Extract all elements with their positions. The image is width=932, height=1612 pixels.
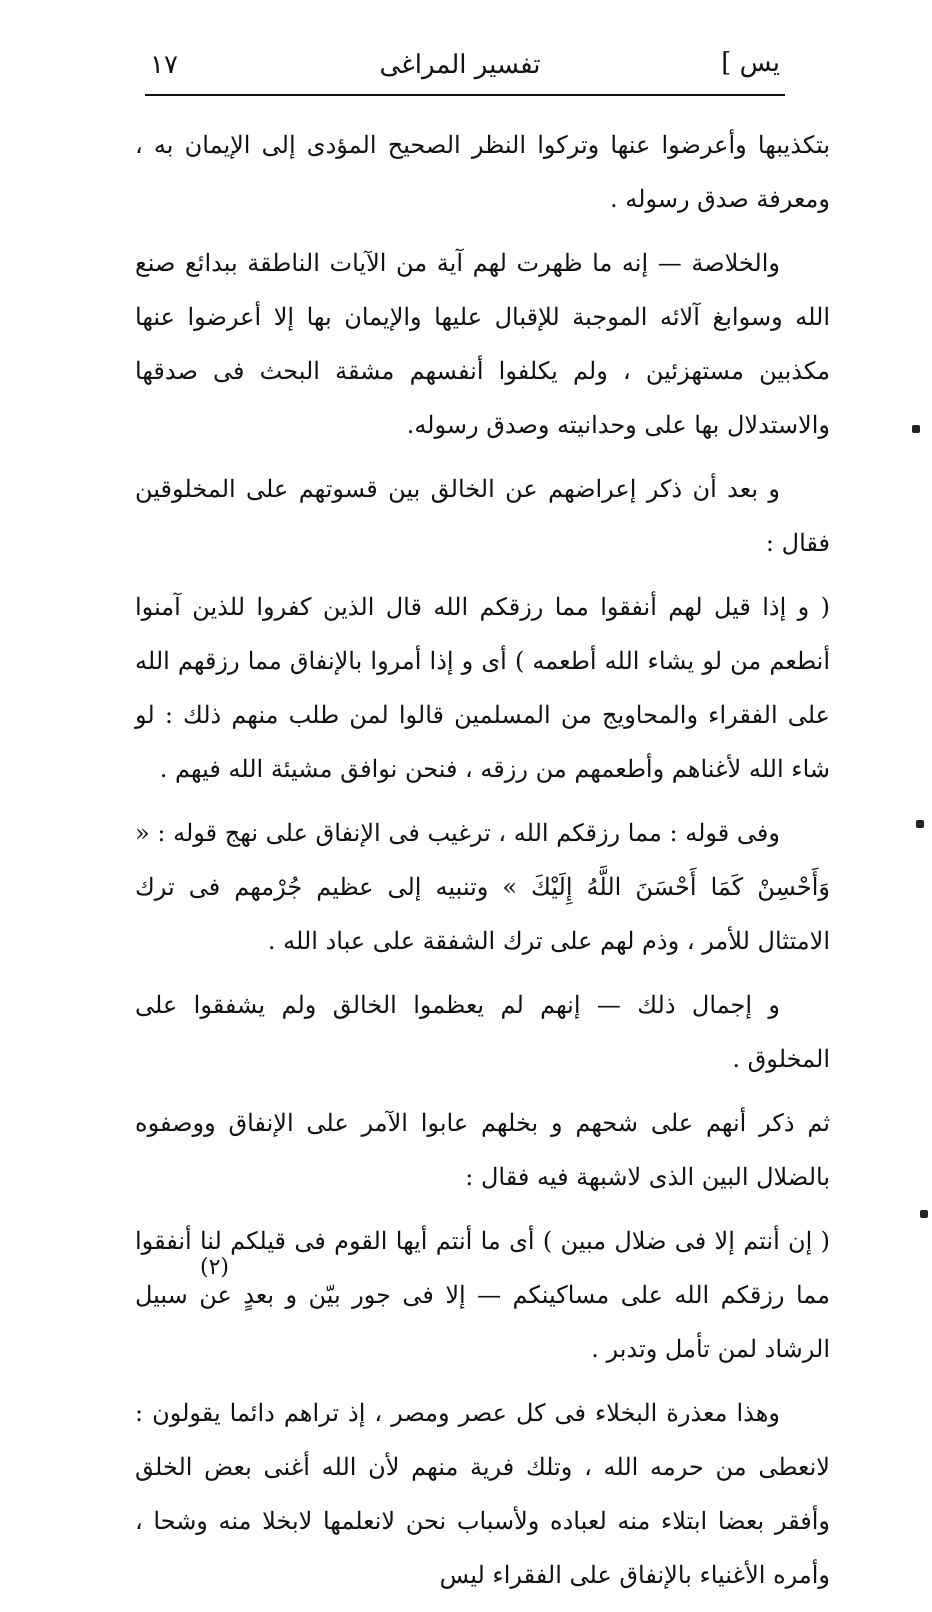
page-header: [140, 48, 780, 88]
paragraph: والخلاصة — إنه ما ظهرت لهم آية من الآيات الناطقة ببدائع صنع الله وسوابغ آلائه الموجبة للإقبال عليها والإيمان بها إلا أعرضوا عنها مكذبين مستهزئين ، ولم يكلفوا أنفسهم مشقة البحث فى صدقها والاستدلال بها على وحدانيته وصدق رسوله.: [135, 249, 830, 439]
paragraph: بتكذيبها وأعرضوا عنها وتركوا النظر الصحيح المؤدى إلى الإيمان به ، ومعرفة صدق رسوله .: [135, 131, 830, 213]
header-rule: [145, 94, 785, 96]
scan-margin-mark: [912, 425, 920, 433]
paragraph: ثم ذكر أنهم على شحهم و بخلهم عابوا الآمر على الإنفاق ووصفوه بالضلال البين الذى لاشبهة فيه فقال :: [135, 1109, 830, 1191]
scan-margin-mark: [916, 820, 924, 828]
paragraph: و بعد أن ذكر إعراضهم عن الخالق بين قسوتهم على المخلوقين فقال :: [135, 475, 830, 557]
paragraph: وهذا معذرة البخلاء فى كل عصر ومصر ، إذ تراهم دائما يقولون : لانعطى من حرمه الله ، وتلك فرية منهم لأن الله أغنى بعض الخلق وأفقر بعضا ابتلاء منه لعباده ولأسباب نحن لانعلمها لابخلا منه وشحا ، وأمره الأغنياء بالإنفاق على الفقراء ليس: [135, 1399, 830, 1589]
surah-name: يس ]: [721, 48, 780, 78]
paragraph: و إجمال ذلك — إنهم لم يعظموا الخالق ولم يشفقوا على المخلوق .: [135, 991, 830, 1073]
page-number: ١٧: [150, 50, 178, 80]
paragraph: ( إن أنتم إلا فى ضلال مبين ) أى ما أنتم أيها القوم فى قيلكم لنا أنفقوا مما رزقكم الله على مساكينكم — إلا فى جور بيّن و بعدٍ عن سبيل الرشاد لمن تأمل وتدبر .: [135, 1227, 830, 1363]
signature-mark: (٢): [200, 1255, 230, 1280]
paragraph: ( و إذا قيل لهم أنفقوا مما رزقكم الله قال الذين كفروا للذين آمنوا أنطعم من لو يشاء الله أطعمه ) أى و إذا أمروا بالإنفاق مما رزقهم الله على الفقراء والمحاويج من المسلمين قالوا لمن طلب منهم ذلك : لو شاء الله لأغناهم وأطعمهم من رزقه ، فنحن نوافق مشيئة الله فيهم .: [135, 593, 830, 783]
page-body: [135, 118, 830, 1612]
paragraph: وفى قوله : مما رزقكم الله ، ترغيب فى الإنفاق على نهج قوله : « وَأَحْسِنْ كَمَا أَحْسَنَ اللَّهُ إِلَيْكَ » وتنبيه إلى عظيم جُرْمهم فى ترك الامتثال للأمر ، وذم لهم على ترك الشفقة على عباد الله .: [135, 819, 830, 955]
scan-margin-mark: [920, 1210, 928, 1218]
book-title: تفسير المراغى: [379, 50, 541, 80]
